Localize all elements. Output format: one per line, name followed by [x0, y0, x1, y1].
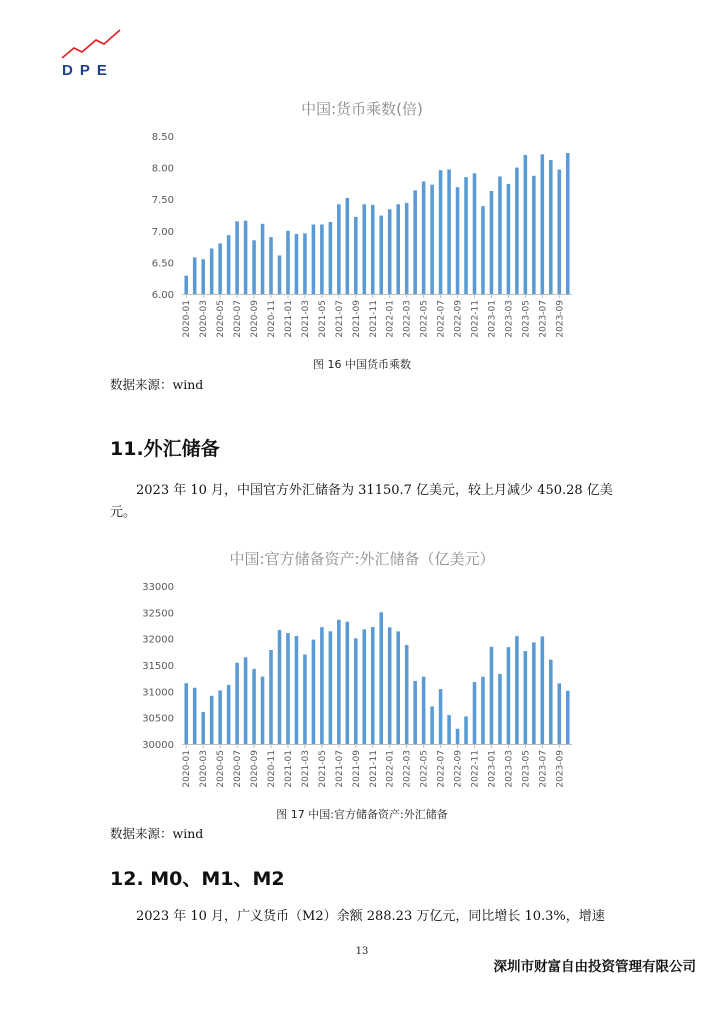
chart1-bar: [337, 204, 341, 294]
figure17-source: 数据来源：wind: [110, 826, 204, 841]
chart1-xtick-label: 2021-01: [283, 300, 294, 338]
chart1-xtick-label: 2023-07: [538, 300, 549, 338]
chart1-bar: [558, 169, 562, 294]
chart2-bar: [312, 640, 316, 744]
chart1-bar: [278, 255, 282, 294]
section11-paragraph: 2023 年 10 月，中国官方外汇储备为 31150.7 亿美元，较上月减少 450.28 亿美元。: [110, 483, 613, 520]
chart2-bar: [447, 715, 451, 744]
chart1-xtick-label: 2020-11: [267, 300, 278, 338]
chart2-xtick-label: 2021-07: [334, 750, 345, 788]
chart1-bar: [184, 276, 188, 294]
chart2-bar: [507, 647, 511, 744]
chart2-bar: [379, 612, 383, 744]
chart1-xtick-label: 2023-03: [504, 300, 515, 338]
chart1-xtick-label: 2022-01: [385, 300, 396, 338]
page-number: 13: [355, 946, 369, 957]
logo-text: DPE: [62, 62, 114, 79]
chart1-xtick-label: 2020-07: [233, 300, 244, 338]
chart2-bar: [481, 677, 485, 744]
chart2-bar: [201, 712, 205, 744]
chart2-bar: [210, 696, 214, 744]
chart2-xtick-label: 2022-03: [402, 750, 413, 788]
chart2-bar: [388, 627, 392, 744]
chart2-bar: [218, 690, 222, 744]
chart1-bar: [507, 184, 511, 294]
chart2-bar: [524, 651, 528, 744]
chart1-xtick-label: 2021-07: [334, 300, 345, 338]
chart2-ytick-label: 31000: [142, 687, 174, 699]
chart1-xtick-label: 2022-07: [436, 300, 447, 338]
chart1-bar: [541, 154, 545, 294]
chart2-bar: [286, 633, 290, 744]
chart1-bar: [396, 204, 400, 294]
chart1-bar: [566, 153, 570, 294]
chart1-bar: [354, 217, 358, 294]
chart2-bar: [295, 636, 299, 744]
chart2-bar: [490, 647, 494, 744]
section12-heading: 12. M0、M1、M2: [110, 868, 285, 890]
chart1-xtick-label: 2023-09: [555, 300, 566, 338]
chart1-bar: [439, 170, 443, 294]
chart1-xtick-label: 2022-03: [402, 300, 413, 338]
chart2-bar: [371, 627, 375, 744]
chart2-xtick-label: 2022-07: [436, 750, 447, 788]
chart2-bar: [422, 677, 426, 744]
chart1-bar: [532, 176, 536, 294]
chart2-bar: [430, 706, 434, 744]
section11-heading: 11.外汇储备: [110, 438, 220, 460]
chart2-bar: [541, 636, 545, 744]
chart1-bar: [286, 231, 290, 294]
chart1-bar: [524, 155, 528, 294]
figure16-source: 数据来源：wind: [110, 377, 204, 392]
chart1-bar: [269, 237, 273, 294]
chart2-bar: [473, 682, 477, 744]
chart2-bar: [405, 645, 409, 744]
chart1-bar: [201, 259, 205, 294]
chart2-bar: [532, 642, 536, 744]
chart2-xtick-label: 2020-05: [216, 750, 227, 788]
chart2-xtick-label: 2023-07: [538, 750, 549, 788]
chart2-bar: [464, 716, 468, 744]
chart1-xtick-label: 2021-09: [351, 300, 362, 338]
chart2-xtick-label: 2021-01: [283, 750, 294, 788]
chart2-ytick-label: 30000: [142, 740, 174, 751]
chart2-bar: [278, 630, 282, 744]
chart2-bar: [329, 631, 333, 744]
money-multiplier-chart: [140, 126, 590, 348]
chart1-bar: [235, 221, 239, 294]
chart2-bar: [515, 636, 519, 744]
chart2-ytick-label: 33000: [142, 582, 174, 593]
chart1-xtick-label: 2021-11: [368, 300, 379, 338]
chart1-bar: [303, 233, 307, 294]
chart2-bar: [320, 627, 324, 744]
chart1-ytick-label: 8.00: [151, 163, 174, 175]
chart2-xtick-label: 2023-03: [504, 750, 515, 788]
chart1-ytick-label: 6.00: [151, 290, 174, 301]
chart2-bar: [346, 622, 350, 744]
chart2-bar: [235, 663, 239, 744]
chart1-ytick-label: 6.50: [151, 258, 174, 270]
chart1-bar: [363, 204, 367, 294]
chart1-bar: [490, 191, 494, 294]
chart1-xtick-label: 2022-05: [419, 300, 430, 338]
chart1-bar: [515, 168, 519, 294]
chart2-bar: [184, 683, 188, 744]
chart2-xtick-label: 2020-07: [233, 750, 244, 788]
chart1-bar: [312, 224, 316, 294]
chart1-xtick-label: 2022-09: [453, 300, 464, 338]
chart2-xtick-label: 2020-11: [267, 750, 278, 788]
chart1-ytick-label: 7.00: [151, 226, 174, 238]
chart1-xtick-label: 2020-09: [250, 300, 261, 338]
chart1-bar: [430, 185, 434, 294]
section12-paragraph: 2023 年 10 月，广义货币（M2）余额 288.23 万亿元，同比增长 10.3%，增速: [136, 909, 605, 924]
chart1-bar: [193, 257, 197, 294]
chart1-bar: [252, 240, 256, 294]
chart1-bar: [346, 198, 350, 294]
chart2-xtick-label: 2020-09: [250, 750, 261, 788]
chart2-bar: [227, 685, 231, 744]
chart1-bar: [210, 248, 214, 294]
chart1-xtick-label: 2023-05: [521, 300, 532, 338]
chart1-bar: [371, 205, 375, 294]
fx-reserves-chart: [140, 576, 590, 798]
chart1-bar: [218, 243, 222, 294]
chart2-bar: [244, 657, 248, 744]
chart2-bar: [566, 691, 570, 744]
chart2-bar: [498, 674, 502, 744]
chart2-xtick-label: 2022-11: [470, 750, 481, 788]
chart2-xtick-label: 2021-05: [317, 750, 328, 788]
chart2-bar: [354, 638, 358, 744]
chart1-bar: [295, 234, 299, 294]
chart1-bar: [498, 176, 502, 294]
chart2-xtick-label: 2021-09: [351, 750, 362, 788]
chart1-bar: [473, 173, 477, 294]
chart2-bar: [558, 683, 562, 744]
chart1-bar: [405, 203, 409, 294]
chart2-bar: [193, 688, 197, 744]
logo-mark: [60, 28, 124, 62]
chart1-bar: [481, 206, 485, 294]
chart2-bar: [269, 650, 273, 744]
chart1-bar: [227, 235, 231, 294]
figure17-caption: 图 17 中国:官方储备资产:外汇储备: [276, 808, 448, 821]
chart1-bar: [388, 209, 392, 294]
chart1-bar: [456, 187, 460, 294]
chart2-bar: [337, 620, 341, 744]
chart2-xtick-label: 2020-01: [182, 750, 193, 788]
chart2-ytick-label: 30500: [142, 713, 174, 725]
chart2-xtick-label: 2020-03: [199, 750, 210, 788]
chart2-bar: [303, 654, 307, 744]
chart2-xtick-label: 2022-05: [419, 750, 430, 788]
chart2-xtick-label: 2022-09: [453, 750, 464, 788]
chart2-bar: [252, 669, 256, 744]
chart1-bar: [413, 190, 417, 294]
chart1-title: 中国:货币乘数(倍): [301, 100, 423, 118]
chart2-bar: [456, 729, 460, 744]
chart1-xtick-label: 2020-05: [216, 300, 227, 338]
chart1-bar: [329, 222, 333, 294]
chart1-xtick-label: 2021-03: [300, 300, 311, 338]
chart2-xtick-label: 2021-03: [300, 750, 311, 788]
figure16-caption: 图 16 中国货币乘数: [313, 358, 411, 371]
chart2-ytick-label: 32000: [142, 634, 174, 646]
chart2-ytick-label: 32500: [142, 608, 174, 620]
company-name: 深圳市财富自由投资管理有限公司: [493, 959, 696, 975]
chart1-bar: [244, 221, 248, 294]
chart1-xtick-label: 2020-01: [182, 300, 193, 338]
chart1-bar: [379, 216, 383, 294]
chart1-xtick-label: 2020-03: [199, 300, 210, 338]
chart2-ytick-label: 31500: [142, 661, 174, 672]
chart2-title: 中国:官方储备资产:外汇储备（亿美元）: [229, 550, 495, 568]
chart2-bar: [413, 681, 417, 744]
chart2-bar: [261, 677, 265, 744]
chart2-xtick-label: 2023-09: [555, 750, 566, 788]
chart1-xtick-label: 2023-01: [487, 300, 498, 338]
chart1-xtick-label: 2021-05: [317, 300, 328, 338]
chart2-xtick-label: 2023-01: [487, 750, 498, 788]
chart2-bar: [549, 660, 553, 744]
chart1-xtick-label: 2022-11: [470, 300, 481, 338]
chart1-bar: [549, 160, 553, 294]
chart1-bar: [422, 182, 426, 294]
chart2-bar: [439, 689, 443, 744]
chart2-xtick-label: 2023-05: [521, 750, 532, 788]
chart2-xtick-label: 2021-11: [368, 750, 379, 788]
chart2-bar: [396, 631, 400, 744]
chart1-bar: [447, 169, 451, 294]
chart2-bar: [363, 629, 367, 744]
chart1-bar: [261, 224, 265, 294]
chart2-xtick-label: 2022-01: [385, 750, 396, 788]
chart1-ytick-label: 7.50: [151, 195, 174, 207]
chart1-ytick-label: 8.50: [151, 132, 174, 143]
chart1-bar: [320, 224, 324, 294]
chart1-bar: [464, 177, 468, 294]
